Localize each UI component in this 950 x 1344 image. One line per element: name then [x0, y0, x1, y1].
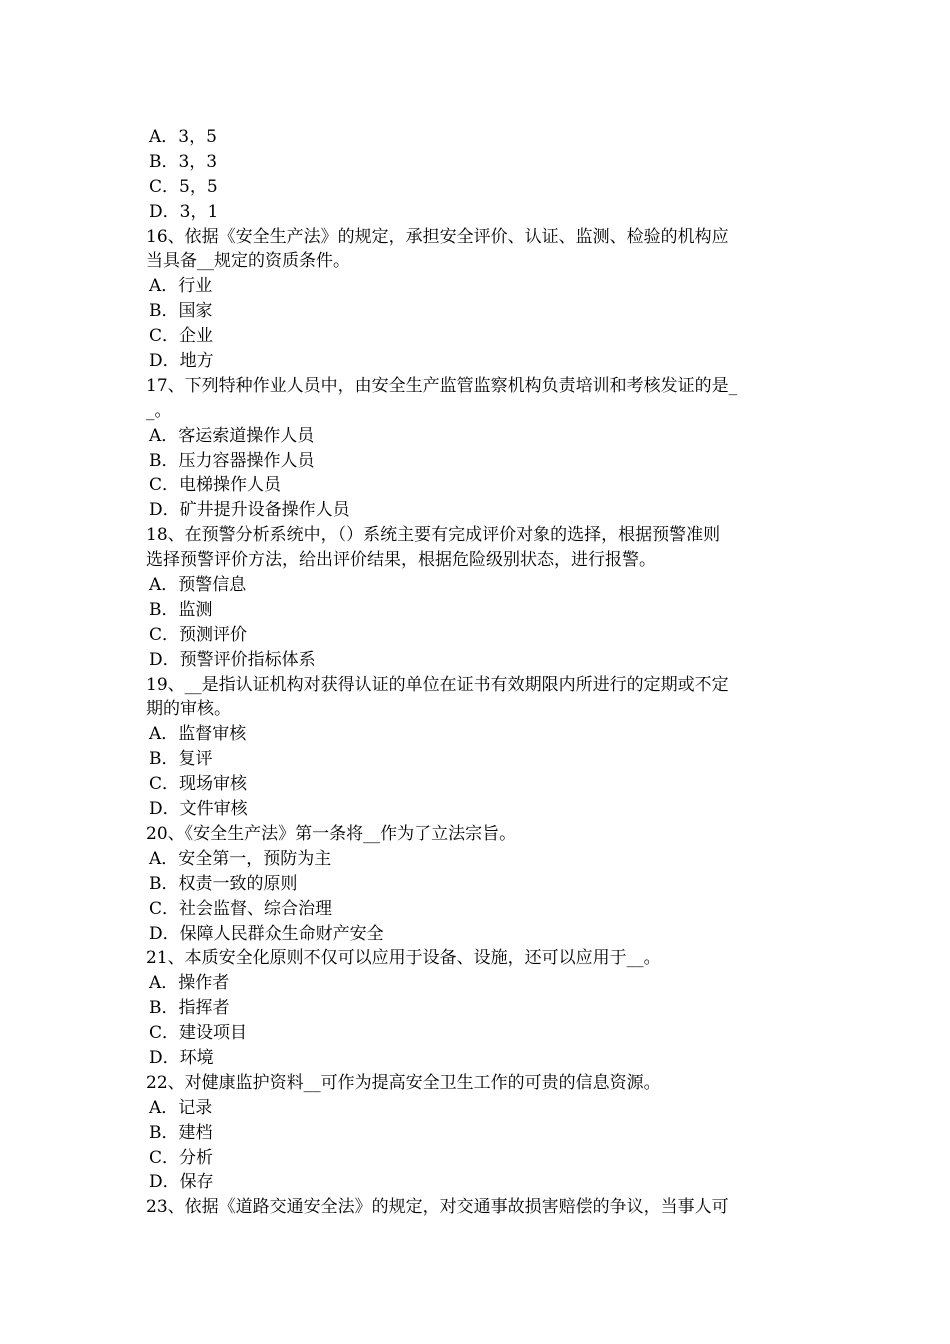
- answer-option: A．客运索道操作人员: [149, 425, 315, 446]
- question-text-line: 当具备__规定的资质条件。: [146, 251, 350, 272]
- answer-option: C．5，5: [149, 176, 218, 197]
- answer-option: B．指挥者: [149, 998, 230, 1019]
- question-text-line: 19、__是指认证机构对获得认证的单位在证书有效期限内所进行的定期或不定: [146, 674, 729, 695]
- answer-option: B．建档: [149, 1122, 213, 1143]
- answer-option: B．3，3: [149, 151, 218, 172]
- question-text-line: 17、下列特种作业人员中，由安全生产监管监察机构负责培训和考核发证的是_: [146, 375, 738, 396]
- answer-option: D．保存: [149, 1172, 214, 1193]
- answer-option: D．地方: [149, 351, 214, 372]
- answer-option: B．国家: [149, 301, 213, 322]
- answer-option: B．复评: [149, 749, 213, 770]
- answer-option: C．预测评价: [149, 624, 248, 645]
- question-text-line: 20、《安全生产法》第一条将__作为了立法宗旨。: [146, 823, 517, 844]
- answer-option: B．压力容器操作人员: [149, 450, 315, 471]
- answer-option: D．预警评价指标体系: [149, 649, 316, 670]
- answer-option: D．保障人民群众生命财产安全: [149, 923, 384, 944]
- answer-option: C．企业: [149, 326, 214, 347]
- answer-option: D．矿井提升设备操作人员: [149, 500, 350, 521]
- document-body: [146, 125, 814, 1220]
- answer-option: A．监督审核: [149, 724, 247, 745]
- answer-option: C．分析: [149, 1147, 214, 1168]
- question-text-line: _。: [146, 400, 172, 421]
- answer-option: D．文件审核: [149, 799, 248, 820]
- question-text-line: 选择预警评价方法，给出评价结果，根据危险级别状态，进行报警。: [146, 550, 656, 571]
- answer-option: A．操作者: [149, 973, 230, 994]
- answer-option: A．记录: [149, 1097, 213, 1118]
- question-text-line: 期的审核。: [146, 699, 231, 720]
- answer-option: A．行业: [149, 276, 213, 297]
- question-text-line: 23、依据《道路交通安全法》的规定，对交通事故损害赔偿的争议，当事人可: [146, 1197, 729, 1218]
- answer-option: A．预警信息: [149, 575, 247, 596]
- answer-option: D．环境: [149, 1047, 214, 1068]
- answer-option: B．权责一致的原则: [149, 873, 298, 894]
- question-text-line: 18、在预警分析系统中，（）系统主要有完成评价对象的选择，根据预警准则: [146, 525, 721, 546]
- answer-option: D．3，1: [149, 201, 219, 222]
- answer-option: C．现场审核: [149, 774, 248, 795]
- question-text-line: 16、依据《安全生产法》的规定，承担安全评价、认证、监测、检验的机构应: [146, 226, 729, 247]
- answer-option: C．电梯操作人员: [149, 475, 282, 496]
- answer-option: A．安全第一，预防为主: [149, 848, 332, 869]
- question-text-line: 21、本质安全化原则不仅可以应用于设备、设施，还可以应用于__。: [146, 948, 661, 969]
- answer-option: A．3，5: [149, 127, 217, 147]
- answer-option: C．建设项目: [149, 1023, 248, 1044]
- answer-option: C．社会监督、综合治理: [149, 898, 333, 919]
- answer-option: B．监测: [149, 599, 213, 620]
- question-text-line: 22、对健康监护资料__可作为提高安全卫生工作的可贵的信息资源。: [146, 1072, 661, 1093]
